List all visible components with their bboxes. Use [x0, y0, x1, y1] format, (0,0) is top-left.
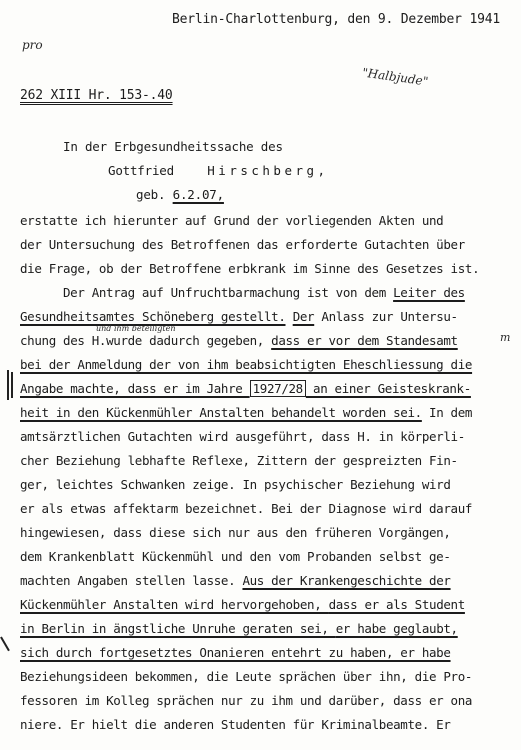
annotation-halbjude: "Halbjude" [361, 65, 430, 89]
body-line [20, 597, 465, 612]
body-line: hingewiesen, dass diese sich nur aus den früheren Vorgängen, [20, 525, 451, 540]
body-line: der Untersuchung des Betroffenen das erforderte Gutachten über [20, 237, 465, 252]
subject-first-name: Gottfried [108, 163, 174, 178]
underlined-text: an einer Geisteskrank- [305, 381, 471, 396]
body-line: dem Krankenblatt Kückenmühl und den vom Probanden selbst ge- [20, 549, 451, 564]
underlined-text: Kückenmühler Anstalten wird hervorgehoben, [20, 597, 329, 612]
body-line: Beziehungsideen bekommen, die Leute sprächen über ihn, die Pro- [20, 669, 473, 684]
body-line [63, 285, 465, 300]
underlined-text: Gesundheitsamtes Schöneberg gestellt. [20, 309, 286, 324]
margin-annotation: m [500, 331, 511, 344]
body-line: fessoren im Kolleg sprächen nur zu ihm und darüber, dass er ona [20, 693, 473, 708]
body-line: erstatte ich hierunter auf Grund der vorliegenden Akten und [20, 213, 444, 228]
body-line: sich durch fortgesetztes Onanieren entehrt zu haben, er habe [20, 645, 451, 660]
file-reference: 262 XIII Hr. 153-.40 [20, 88, 173, 103]
underlined-text: Leiter des [393, 285, 465, 300]
boxed-year: 1927/28 [250, 380, 306, 397]
subject-birth-line [136, 187, 224, 202]
text-run: In dem [421, 405, 473, 420]
place-date: Berlin-Charlottenburg, den 9. Dezember 1941 [172, 12, 500, 27]
margin-tick-mark [0, 637, 9, 652]
born-prefix: geb. [136, 187, 166, 202]
subject-intro: In der Erbgesundheitssache des [63, 139, 283, 154]
body-line [20, 573, 451, 588]
underlined-text: dass er vor dem Standesamt [271, 333, 458, 348]
body-line [20, 333, 458, 348]
body-line: er als etwas affektarm bezeichnet. Bei der Diagnose wird darauf [20, 501, 473, 516]
underlined-text: in Berlin in ängstliche Unruhe geraten sei, [20, 621, 336, 636]
text-run: chung des H.wurde dadurch gegeben, [20, 333, 272, 348]
body-line [20, 621, 458, 636]
text-run [286, 309, 293, 324]
underlined-text: Aus der Krankengeschichte der [242, 573, 451, 588]
body-line: cher Beziehung lebhafte Reflexe, Zittern der gespreizten Fin- [20, 453, 458, 468]
text-run: Der Antrag auf Unfruchtbarmachung ist von dem [63, 285, 394, 300]
underlined-text: Der [292, 309, 315, 324]
birth-date: 6.2.07, [172, 187, 224, 202]
underlined-text: Angabe machte, dass er im Jahre [20, 381, 250, 396]
body-line: die Frage, ob der Betroffene erbkrank im Sinne des Gesetzes ist. [20, 261, 480, 276]
subject-name-line [108, 163, 329, 178]
underlined-text: heit in den Kückenmühler Anstalten behandelt worden sei. [20, 405, 422, 420]
body-line [20, 381, 471, 396]
body-line: bei der Anmeldung der von ihm beabsichtigten Eheschliessung die [20, 357, 473, 372]
subject-last-name: Hirschberg, [207, 163, 329, 178]
body-line: amtsärztlichen Gutachten wird ausgeführt, dass H. in körperli- [20, 429, 465, 444]
underlined-text: dass er als Student [328, 597, 465, 612]
underlined-text: er habe geglaubt, [335, 621, 458, 636]
margin-bracket-line [7, 370, 9, 400]
body-line: ger, leichtes Schwanken zeige. In psychischer Beziehung wird [20, 477, 451, 492]
annotation-pro: pro [22, 38, 43, 52]
interlinear-annotation: und ihm beteiligten [96, 324, 176, 333]
body-line [20, 405, 472, 420]
margin-bracket-line [11, 372, 13, 398]
body-line [20, 309, 458, 324]
text-run: machten Angaben stellen lasse. [20, 573, 243, 588]
text-run: Anlass zur Untersu- [314, 309, 458, 324]
body-line: niere. Er hielt die anderen Studenten für Kriminalbeamte. Er [20, 717, 451, 732]
